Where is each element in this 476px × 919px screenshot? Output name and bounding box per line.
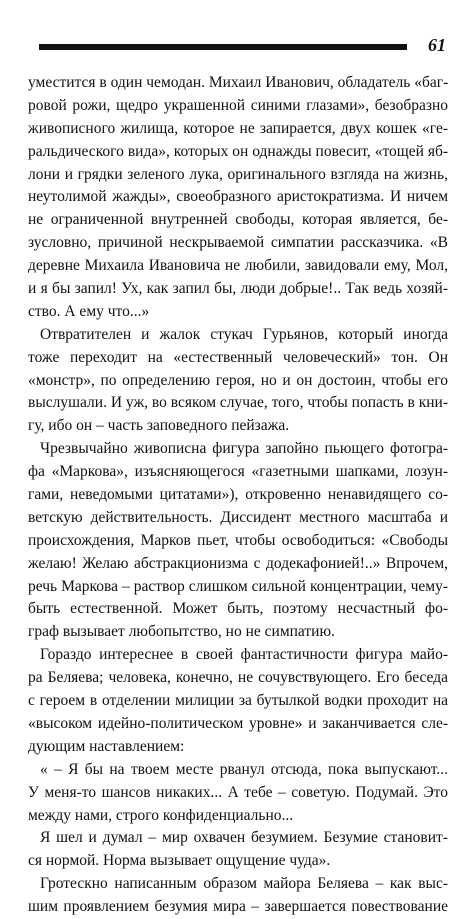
text-line: Я шел и думал – мир охвачен безумием. Безумие становит- bbox=[40, 829, 448, 847]
text-line: шим проявлением безумия мира – завершается повествование bbox=[28, 898, 448, 916]
text-line: ся нормой. Норма вызывает ощущение чуда». bbox=[28, 852, 331, 870]
text-line: быть естественной. Может быть, поэтому несчастный фо- bbox=[28, 600, 448, 618]
text-line: гу, ибо он – часть заповедного пейзажа. bbox=[28, 417, 290, 435]
text-line: неутолимой жажды», своеобразного аристократизма. И ничем bbox=[28, 188, 448, 206]
text-line: деревне Михаила Ивановича не любили, завидовали ему, Мол, bbox=[28, 257, 448, 275]
text-line: дующим наставлением: bbox=[28, 737, 185, 755]
header-rule bbox=[39, 44, 407, 50]
text-line: Отвратителен и жалок стукач Гурьянов, который иногда bbox=[40, 325, 448, 343]
text-line: «монстр», по определению героя, но и он достоин, чтобы его bbox=[28, 371, 448, 389]
text-line: Гротескно написанным образом майора Беляева – как выс- bbox=[40, 875, 448, 893]
body-text bbox=[28, 72, 448, 919]
text-line: « – Я бы на твоем месте рванул отсюда, пока выпускают... bbox=[40, 760, 448, 778]
text-line: фа «Маркова», изъясняющегося «газетными шапками, лозун- bbox=[28, 463, 448, 481]
text-line: не ограниченной внутренней свободы, которая является, бе- bbox=[28, 211, 448, 229]
text-line: уместится в один чемодан. Михаил Иванович, обладатель «баг- bbox=[28, 74, 449, 91]
text-line: ра Беляева; человека, конечно, не сочувствующего. Его беседа bbox=[28, 669, 448, 687]
text-line: выслушали. И уж, во всяком случае, того, чтобы попасть в кни- bbox=[28, 394, 448, 412]
text-line: У меня-то шансов никаких... А тебе – советую. Подумай. Это bbox=[28, 783, 448, 801]
text-line: зусловно, причиной нескрываемой симпатии рассказчика. «В bbox=[28, 234, 448, 252]
page-number: 61 bbox=[428, 35, 446, 55]
text-line: тоже переходит на «естественный человеческий» тон. Он bbox=[28, 348, 448, 366]
text-line: желаю! Желаю абстракционизма с додекафонией!..» Впрочем, bbox=[28, 554, 448, 572]
text-line: ровой рожи, щедро украшенной синими глазами», безобразно bbox=[28, 96, 448, 114]
text-line: речь Маркова – раствор слишком сильной концентрации, чему- bbox=[28, 577, 448, 595]
text-line: лони и грядки зеленого лука, оригинального взгляда на жизнь, bbox=[28, 165, 448, 183]
text-line: с героем в отделении милиции за бутылкой водки проходит на bbox=[28, 692, 448, 710]
text-line: между нами, строго конфиденциально... bbox=[28, 806, 294, 824]
text-line: ство. А ему что...» bbox=[28, 302, 150, 320]
text-line: граф вызывает любопытство, но не симпатию. bbox=[28, 623, 335, 641]
text-line: живописного жилища, которое не запирается, двух кошек «ге- bbox=[28, 119, 448, 137]
text-line: происхождения, Марков пьет, чтобы освободиться: «Свободы bbox=[28, 531, 448, 549]
text-line: гами, неведомыми цитатами»), откровенно ненавидящего со- bbox=[28, 486, 448, 504]
text-line: Гораздо интереснее в своей фантастичности фигура майо- bbox=[40, 646, 448, 664]
text-line: «высоком идейно-политическом уровне» и заканчивается сле- bbox=[28, 714, 448, 732]
text-line: Чрезвычайно живописна фигура запойно пьющего фотогра- bbox=[40, 440, 448, 458]
text-line: ральдического вида», которых он однажды повесит, «тощей яб- bbox=[28, 142, 448, 160]
text-line: и я бы запил! Ух, как запил бы, люди добрые!.. Так ведь хозяй- bbox=[28, 280, 448, 298]
text-line: ветскую действительность. Диссидент местного масштаба и bbox=[28, 508, 448, 526]
